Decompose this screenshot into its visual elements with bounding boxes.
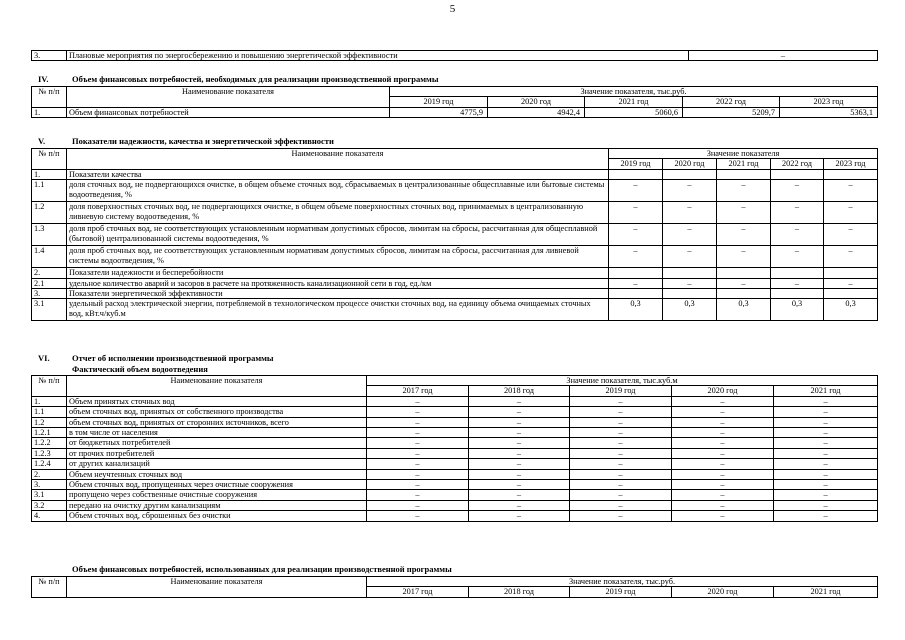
table-row (32, 289, 878, 299)
value-cell: – (824, 180, 878, 202)
row-label: Объем финансовых потребностей (67, 107, 390, 117)
value-cell: – (609, 202, 663, 224)
row-label: доля проб сточных вод, не соответствующих установленным нормативам допустимых сбросов, лимитам на сбросы, рассчитанная для ливневой системы водоотведения, % (67, 246, 609, 268)
value-cell: – (774, 511, 878, 521)
row-label: от других канализаций (67, 459, 367, 469)
row-number: 3.2 (32, 500, 67, 510)
table-row (32, 407, 878, 417)
header-name: Наименование показателя (67, 87, 390, 108)
row-number: 1. (32, 107, 67, 117)
table-row (32, 469, 878, 479)
value-cell (609, 268, 663, 278)
value-cell: – (367, 448, 469, 458)
value-cell: – (717, 246, 771, 268)
header-name: Наименование показателя (67, 376, 367, 397)
year-header: 2021 год (717, 159, 771, 169)
value-cell: – (367, 469, 469, 479)
year-header: 2020 год (672, 386, 774, 396)
value-cell: – (672, 469, 774, 479)
value-cell: – (469, 480, 570, 490)
value-cell (609, 289, 663, 299)
row-label: доля поверхностных сточных вод, не подвергающихся очистке, в общем объеме поверхностных сточных вод, принимаемых в централизованную ливневую систему водоотведения, % (67, 202, 609, 224)
row-label: передано на очистку другим канализациям (67, 500, 367, 510)
year-header: 2019 год (609, 159, 663, 169)
value-cell: – (469, 448, 570, 458)
row-label: Объем неучтенных сточных вод (67, 469, 367, 479)
header-number: № п/п (32, 577, 67, 598)
value-cell: – (672, 480, 774, 490)
value-cell: – (570, 459, 672, 469)
value-cell (717, 268, 771, 278)
year-header: 2017 год (367, 386, 469, 396)
row-label: Объем сточных вод, сброшенных без очистки (67, 511, 367, 521)
value-cell: 4775,9 (390, 107, 488, 117)
year-header: 2023 год (824, 159, 878, 169)
year-header: 2023 год (780, 97, 878, 107)
value-cell: – (469, 428, 570, 438)
header-name: Наименование показателя (67, 149, 609, 170)
value-cell: 0,3 (663, 299, 717, 321)
value-cell: – (367, 490, 469, 500)
value-cell: – (570, 407, 672, 417)
value-cell: – (717, 278, 771, 288)
value-cell: – (774, 459, 878, 469)
row-label: Объем сточных вод, пропущенных через очистные сооружения (67, 480, 367, 490)
table-row (32, 490, 878, 500)
value-cell (824, 169, 878, 179)
value-cell: – (771, 180, 824, 202)
value-cell: – (570, 428, 672, 438)
year-header: 2020 год (672, 587, 774, 597)
value-cell: – (570, 469, 672, 479)
value-cell: – (771, 202, 824, 224)
year-header: 2020 год (488, 97, 585, 107)
value-cell: – (609, 278, 663, 288)
value-cell: – (774, 500, 878, 510)
value-cell: – (672, 511, 774, 521)
value-cell: – (663, 278, 717, 288)
year-header: 2017 год (367, 587, 469, 597)
value-cell: – (367, 480, 469, 490)
value-cell (771, 268, 824, 278)
value-cell (824, 289, 878, 299)
year-header: 2021 год (774, 386, 878, 396)
value-cell: – (367, 459, 469, 469)
table-row (32, 278, 878, 288)
row-number: 1.2.2 (32, 438, 67, 448)
row-value: – (689, 51, 878, 61)
value-cell: – (367, 417, 469, 427)
table-row (32, 224, 878, 246)
value-cell: – (824, 246, 878, 268)
value-cell: – (663, 246, 717, 268)
header-value: Значение показателя, тыс.руб. (390, 87, 878, 97)
value-cell: – (469, 490, 570, 500)
row-label: Объем принятых сточных вод (67, 396, 367, 406)
row-number: 1.3 (32, 224, 67, 246)
section-title: Объем финансовых потребностей, необходимых для реализации производственной программы (72, 74, 439, 84)
table-row (32, 417, 878, 427)
table-row (32, 511, 878, 521)
row-number: 1.2.1 (32, 428, 67, 438)
section-vi-subtitle (72, 364, 208, 374)
value-cell: – (774, 417, 878, 427)
value-cell: – (672, 459, 774, 469)
section-number: VI. (38, 353, 50, 363)
section-title: Объем финансовых потребностей, использованных для реализации производственной программы (72, 564, 452, 574)
row-number: 3.1 (32, 490, 67, 500)
row-label: доля проб сточных вод, не соответствующих установленным нормативам допустимых сбросов, лимитам на сбросы, рассчитанная для общесплавной (бытовой) централизованной системы водоотведения, % (67, 224, 609, 246)
value-cell: – (663, 180, 717, 202)
row-number: 2. (32, 268, 67, 278)
value-cell: – (824, 224, 878, 246)
value-cell: – (367, 511, 469, 521)
value-cell (771, 289, 824, 299)
row-number: 1.1 (32, 407, 67, 417)
value-cell: – (469, 511, 570, 521)
row-number: 1.1 (32, 180, 67, 202)
row-label: в том числе от населения (67, 428, 367, 438)
value-cell: – (774, 469, 878, 479)
section-title: Отчет об исполнении производственной программы (72, 353, 274, 363)
value-cell: – (469, 396, 570, 406)
year-header: 2020 год (663, 159, 717, 169)
year-header: 2019 год (390, 97, 488, 107)
value-cell: – (717, 224, 771, 246)
section-vi-heading (38, 353, 274, 363)
table-row (32, 448, 878, 458)
row-label: Показатели надежности и бесперебойности (67, 268, 609, 278)
value-cell: 0,3 (717, 299, 771, 321)
value-cell: – (717, 202, 771, 224)
year-header: 2019 год (570, 386, 672, 396)
value-cell: – (774, 396, 878, 406)
used-financial-needs-table (31, 576, 878, 598)
value-cell: – (469, 469, 570, 479)
value-cell: – (774, 448, 878, 458)
row-number: 2. (32, 469, 67, 479)
value-cell: – (469, 500, 570, 510)
value-cell: – (663, 224, 717, 246)
value-cell: – (367, 396, 469, 406)
value-cell: – (672, 417, 774, 427)
row-number: 3. (32, 51, 67, 61)
row-number: 1.2.3 (32, 448, 67, 458)
section-number: V. (38, 136, 46, 146)
row-number: 4. (32, 511, 67, 521)
value-cell: – (570, 500, 672, 510)
row-label: доля сточных вод, не подвергающихся очистке, в общем объеме сточных вод, сбрасываемых в централизованные общесплавные или бытовые системы водоотведения, % (67, 180, 609, 202)
value-cell: 0,3 (609, 299, 663, 321)
table-row (32, 459, 878, 469)
section-number: IV. (38, 74, 49, 84)
header-number: № п/п (32, 87, 67, 108)
value-cell: – (824, 278, 878, 288)
row-number: 1.4 (32, 246, 67, 268)
value-cell (663, 289, 717, 299)
value-cell: – (570, 480, 672, 490)
value-cell: – (469, 459, 570, 469)
value-cell: – (824, 202, 878, 224)
row-number: 1.2 (32, 202, 67, 224)
row-number: 1. (32, 396, 67, 406)
table-row (32, 438, 878, 448)
row-label: пропущено через собственные очистные сооружения (67, 490, 367, 500)
value-cell: – (570, 448, 672, 458)
energy-saving-row-table (31, 50, 878, 61)
table-row (32, 500, 878, 510)
value-cell (717, 169, 771, 179)
row-label: объем сточных вод, принятых от сторонних источников, всего (67, 417, 367, 427)
value-cell: – (717, 180, 771, 202)
value-cell: – (672, 407, 774, 417)
table-row (32, 202, 878, 224)
value-cell: – (672, 438, 774, 448)
row-number: 1. (32, 169, 67, 179)
value-cell: – (570, 438, 672, 448)
row-number: 1.2 (32, 417, 67, 427)
value-cell (771, 169, 824, 179)
year-header: 2018 год (469, 386, 570, 396)
header-number: № п/п (32, 376, 67, 397)
value-cell: – (774, 407, 878, 417)
table-row (32, 169, 878, 179)
header-value: Значение показателя, тыс.куб.м (367, 376, 878, 386)
row-label: от прочих потребителей (67, 448, 367, 458)
value-cell: – (672, 500, 774, 510)
row-label: Показатели энергетической эффективности (67, 289, 609, 299)
header-value: Значение показателя (609, 149, 878, 159)
year-header: 2018 год (469, 587, 570, 597)
value-cell: – (672, 428, 774, 438)
value-cell: 4942,4 (488, 107, 585, 117)
value-cell: – (609, 224, 663, 246)
value-cell (663, 268, 717, 278)
subtitle-text: Фактический объем водоотведения (72, 364, 208, 374)
year-header: 2022 год (771, 159, 824, 169)
row-number: 3. (32, 289, 67, 299)
value-cell: 0,3 (824, 299, 878, 321)
row-number: 2.1 (32, 278, 67, 288)
row-number: 1.2.4 (32, 459, 67, 469)
year-header: 2022 год (683, 97, 780, 107)
section-iv-heading (38, 74, 438, 84)
page-number: 5 (449, 3, 456, 15)
used-financial-needs-heading (72, 564, 452, 574)
section-title: Показатели надежности, качества и энергетической эффективности (72, 136, 334, 146)
financial-needs-table (31, 86, 878, 118)
actual-wastewater-table (31, 375, 878, 522)
value-cell: – (774, 438, 878, 448)
value-cell: – (469, 438, 570, 448)
header-value: Значение показателя, тыс.руб. (367, 577, 878, 587)
reliability-quality-table (31, 148, 878, 321)
value-cell: 5363,1 (780, 107, 878, 117)
value-cell: – (570, 511, 672, 521)
year-header: 2021 год (585, 97, 683, 107)
value-cell: – (672, 490, 774, 500)
value-cell: 0,3 (771, 299, 824, 321)
year-header: 2019 год (570, 587, 672, 597)
row-label: Плановые мероприятия по энергосбережению и повышению энергетической эффективности (67, 51, 689, 61)
value-cell: – (774, 428, 878, 438)
value-cell: – (609, 246, 663, 268)
value-cell: – (367, 500, 469, 510)
value-cell (824, 268, 878, 278)
value-cell: 5060,6 (585, 107, 683, 117)
header-number: № п/п (32, 149, 67, 170)
value-cell: – (771, 246, 824, 268)
value-cell: – (570, 490, 672, 500)
row-label: объем сточных вод, принятых от собственного производства (67, 407, 367, 417)
table-row (32, 428, 878, 438)
value-cell: – (469, 407, 570, 417)
value-cell: – (771, 278, 824, 288)
table-row (32, 246, 878, 268)
value-cell (663, 169, 717, 179)
year-header: 2021 год (774, 587, 878, 597)
value-cell: – (367, 428, 469, 438)
row-label: Показатели качества (67, 169, 609, 179)
section-v-heading (38, 136, 334, 146)
row-label: удельный расход электрической энергии, потребляемой в технологическом процессе очистки сточных вод, на единицу объема очищаемых сточных вод, кВт.ч/куб.м (67, 299, 609, 321)
table-row (32, 268, 878, 278)
value-cell: – (774, 480, 878, 490)
value-cell: – (672, 396, 774, 406)
table-row (32, 396, 878, 406)
value-cell (717, 289, 771, 299)
value-cell: – (367, 407, 469, 417)
row-number: 3. (32, 480, 67, 490)
value-cell: – (570, 417, 672, 427)
table-row (32, 480, 878, 490)
header-name: Наименование показателя (67, 577, 367, 598)
value-cell: 5209,7 (683, 107, 780, 117)
value-cell: – (663, 202, 717, 224)
value-cell: – (469, 417, 570, 427)
value-cell: – (771, 224, 824, 246)
row-label: от бюджетных потребителей (67, 438, 367, 448)
value-cell: – (672, 448, 774, 458)
value-cell (609, 169, 663, 179)
table-row (32, 180, 878, 202)
value-cell: – (570, 396, 672, 406)
value-cell: – (609, 180, 663, 202)
table-row (32, 299, 878, 321)
row-label: удельное количество аварий и засоров в расчете на протяженность канализационной сети в год, ед./км (67, 278, 609, 288)
row-number: 3.1 (32, 299, 67, 321)
value-cell: – (774, 490, 878, 500)
value-cell: – (367, 438, 469, 448)
